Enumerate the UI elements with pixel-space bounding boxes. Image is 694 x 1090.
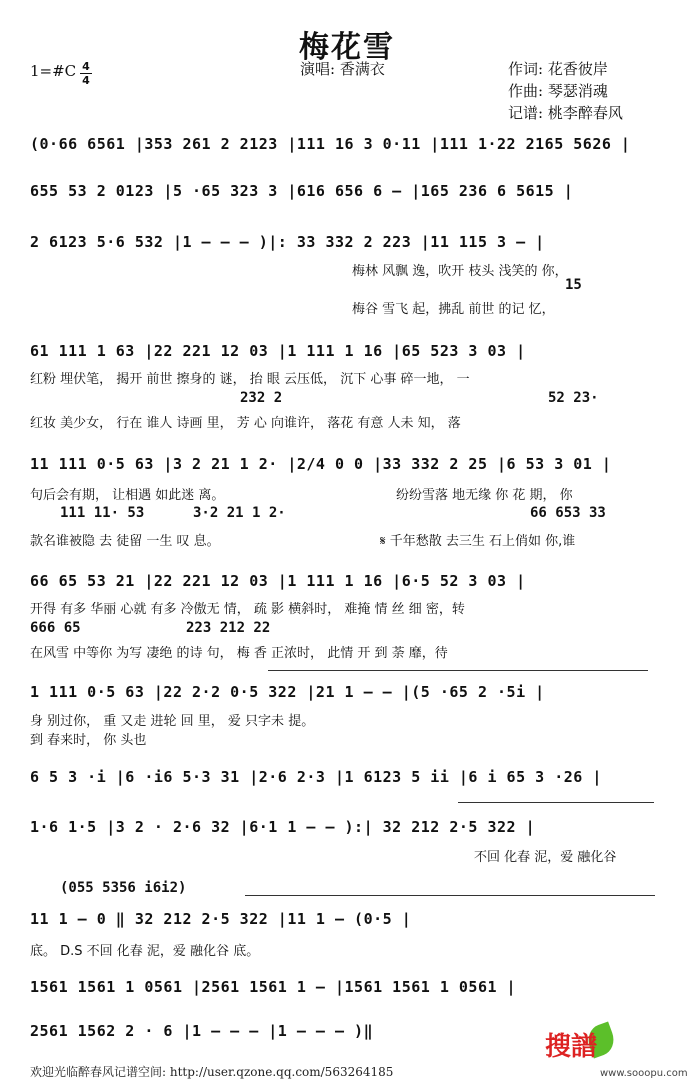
lyric-line-7b: 到 春来时， 你 头也 [30, 733, 147, 748]
score-line-9: 1·6 1·5 |3 2 · 2·6 32 |6·1 1 – – ):| 32 212 2·5 322 | [30, 818, 536, 836]
time-signature [80, 61, 92, 86]
score-line-2: 655 53 2 0123 |5 ·65 323 3 |616 656 6 – |165 236 6 5615 | [30, 182, 574, 200]
credit-lyricist: 作词: 花香彼岸 [508, 60, 608, 78]
score-line-12: 2561 1562 2 · 6 |1 – – – |1 – – – )‖ [30, 1022, 374, 1040]
score-extra-5b: 3·2 21 1 2· [193, 505, 286, 521]
volta-bracket-3 [245, 895, 655, 896]
score-extra-3: 15 [565, 277, 582, 293]
score-line-5: 11 111 0·5 63 |3 2 21 1 2· |2/4 0 0 |33 332 2 25 |6 53 3 01 | [30, 455, 612, 473]
volta-bracket-2 [458, 802, 654, 803]
lyric-line-3a: 梅林 风飘 逸，吹开 枝头 浅笑的 你， [352, 264, 568, 279]
lyric-line-6a: 开得 有多 华丽 心就 有多 冷傲无 情， 疏 影 横斜时， 难掩 情 丝 细 密，转 [30, 602, 465, 617]
lyric-line-6b: 在风雪 中等你 为写 凄绝 的诗 句， 梅 香 正浓时， 此情 开 到 荼 靡，待 [30, 646, 448, 661]
side-lyric-line-5b: 𝄋 千年愁散 去三生 石上俏如 你,谁 [380, 534, 576, 549]
score-extra-6b: 223 212 22 [186, 620, 271, 636]
lyric-line-10: 底。 D.S 不回 化春 泥，爱 融化谷 底。 [30, 944, 260, 959]
footer-text: 欢迎光临醉春风记谱空间: http://user.qzone.qq.com/563264185 [30, 1065, 394, 1079]
score-line-4: 61 111 1 63 |22 221 12 03 |1 111 1 16 |65 523 3 03 | [30, 342, 526, 360]
side-lyric-line-9: 不回 化春 泥，爱 融化谷 [474, 850, 617, 865]
score-extra-4a: 232 2 [240, 390, 283, 406]
side-lyric-line-5a: 纷纷雪落 地无缘 你 花 期， 你 [396, 488, 573, 503]
score-extra-4b: 52 23· [548, 390, 599, 406]
score-line-10: 11 1 – 0 ‖ 32 212 2·5 322 |11 1 – (0·5 | [30, 910, 412, 928]
score-extra-5a: 111 11· 53 [60, 505, 145, 521]
lyric-line-7a: 身 别过你， 重 又走 进轮 回 里， 爱 只字未 提。 [30, 714, 315, 729]
score-line-11: 1561 1561 1 0561 |2561 1561 1 – |1561 1561 1 0561 | [30, 978, 517, 996]
lyric-line-4b: 红妆 美少女， 行在 谁人 诗画 里， 芳 心 向谁许， 落花 有意 人未 知， 落 [30, 416, 461, 431]
score-line-6: 66 65 53 21 |22 221 12 03 |1 111 1 16 |6·5 52 3 03 | [30, 572, 526, 590]
key-signature: 1=#C [30, 62, 77, 80]
time-signature-bottom: 4 [82, 74, 90, 87]
credit-composer: 作曲: 琴瑟消魂 [508, 82, 608, 100]
score-extra-10: (055 5356 i6i2) [60, 880, 187, 896]
score-line-1: (0·66 6561 |353 261 2 2123 |111 16 3 0·11 |111 1·22 2165 5626 | [30, 135, 631, 153]
lyric-line-4a: 红粉 埋伏笔， 揭开 前世 擦身的 谜， 抬 眼 云压低， 沉下 心事 碎一地， 一 [30, 372, 470, 387]
logo-text: 搜譜 [545, 1032, 598, 1062]
credit-singer: 演唱: 香满衣 [300, 60, 385, 78]
lyric-line-3b: 梅谷 雪飞 起，拂乱 前世 的记 忆， [352, 302, 555, 317]
credit-transcriber: 记谱: 桃李醉春风 [508, 104, 623, 122]
lyric-line-5a: 句后会有期， 让相遇 如此迷 离。 [30, 488, 225, 503]
logo-url: www.sooopu.com [600, 1068, 688, 1079]
score-line-8: 6 5 3 ·i |6 ·i6 5·3 31 |2·6 2·3 |1 6123 5 ii |6 i 65 3 ·26 | [30, 768, 602, 786]
volta-bracket-1 [268, 670, 648, 671]
lyric-line-5b: 款名谁被隐 去 徒留 一生 叹 息。 [30, 534, 220, 549]
score-line-3: 2 6123 5·6 532 |1 – – – )|: 33 332 2 223 |11 115 3 – | [30, 233, 545, 251]
song-title: 梅花雪 [299, 30, 395, 65]
score-extra-6a: 666 65 [30, 620, 81, 636]
score-line-7: 1 111 0·5 63 |22 2·2 0·5 322 |21 1 – – |(5 ·65 2 ·5i | [30, 683, 545, 701]
time-signature-top: 4 [82, 60, 90, 73]
score-extra-5c: 66 653 33 [530, 505, 606, 521]
